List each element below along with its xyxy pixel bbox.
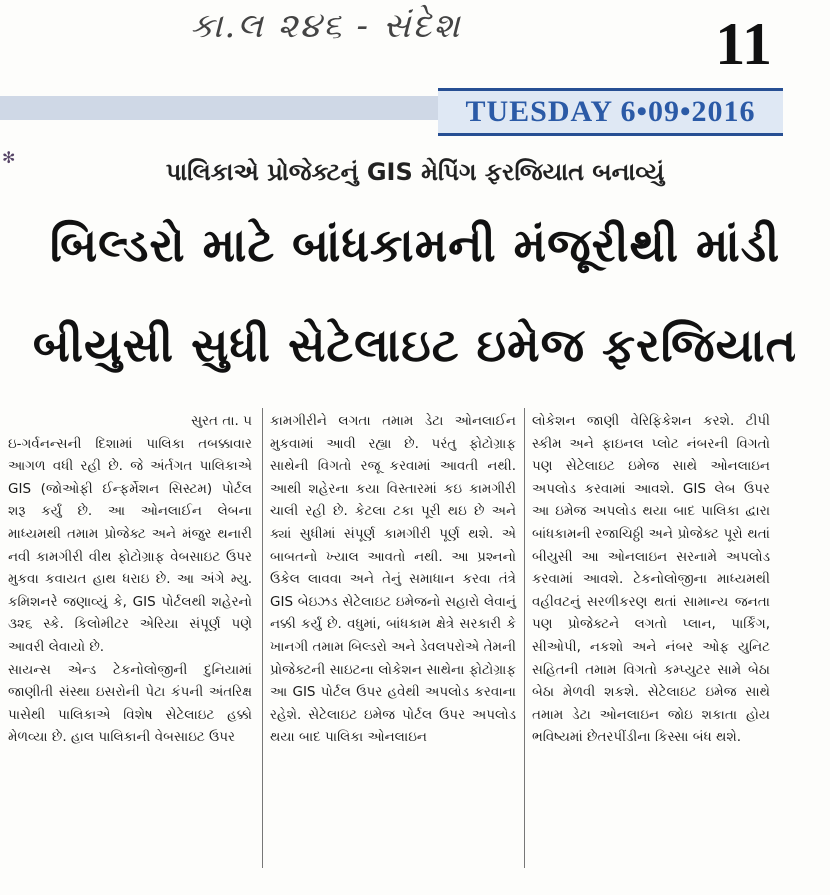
article-column-2 <box>270 410 516 749</box>
article-column-1 <box>8 410 252 749</box>
paragraph: સાયન્સ એન્ડ ટેકનોલોજીની દુનિયામાં જાણીતી સંસ્થા ઇસરોની પેટા કંપની અંતરિક્ષ પાસેથી પાલિકાએ વિશેષ સેટેલાઇટ હક્કો મેળવ્યા છે. હાલ પાલિકાની વેબસાઇટ ઉપર <box>8 661 252 746</box>
dateline: સુરત તા. ૫ <box>191 413 252 429</box>
article-column-3 <box>532 410 770 749</box>
staple-mark-icon: ✻ <box>2 148 16 167</box>
paragraph: કામગીરીને લગતા તમામ ડેટા ઓનલાઈન મુકવામાં આવી રહ્યા છે. પરંતુ ફોટોગ્રાફ સાથેની વિગતો રજૂ કરવામાં આવતી નથી. આથી શહેરના કયા વિસ્તારમાં કઇ કામગીરી ચાલી રહી છે. કેટલા ટકા પૂરી થઇ છે અને ક્યાં સુધીમાં સંપૂર્ણ કામગીરી પૂર્ણ થશે. એ બાબતનો ખ્યાલ આવતો નથી. આ પ્રશ્નનો ઉકેલ લાવવા અને તેનું સમાધાન કરવા તંત્રે GIS બેઇઝડ સેટેલાઇટ ઇમેજનો સહારો લેવાનું નક્કી કર્યું છે. વધુમાં, બાંધકામ ક્ષેત્રે સરકારી કે ખાનગી તમામ બિલ્ડરો અને ડેવલપરોએ તેમની પ્રોજેક્ટની સાઇટના લોકેશન સાથેના ફોટોગ્રાફ આ GIS પોર્ટલ ઉપર હવેથી અપલોડ કરવાના રહેશે. સેટેલાઇટ ઇમેજ પોર્ટલ ઉપર અપલોડ થયા બાદ પાલિકા ઓનલાઇન <box>270 413 516 746</box>
paragraph: ઇ-ગર્વનન્સની દિશામાં પાલિકા તબક્કાવાર આગળ વધી રહી છે. જે અંર્તગત પાલિકાએ GIS (જોઓફી ઈન્ફર્મેશન સિસ્ટમ) પોર્ટલ શરૂ કર્યું છે. આ ઓનલાઈન લેબના માધ્યમથી તમામ પ્રોજેક્ટ અને મંજુર થનારી નવી કામગીરી વીથ ફોટોગ્રાફ વેબસાઇટ ઉપર મુકવા કવાયત હાથ ધરાઇ છે. આ અંગે મ્યુ. કમિશનરે જણાવ્યું કે, GIS પોર્ટલથી શહેરનો ૩૨૬ સ્કે. કિલોમીટર એરિયા સંપૂર્ણ પણે આવરી લેવાયો છે. <box>8 435 252 655</box>
handwritten-note: કા.લ ૨૪૬ - સંદેશ <box>190 6 462 46</box>
header-strip <box>0 96 438 120</box>
headline-line-1: બિલ્ડરો માટે બાંધકામની મંજૂરીથી માંડી <box>49 218 781 272</box>
column-divider <box>262 408 263 868</box>
subheadline: પાલિકાએ પ્રોજેક્ટનું GIS મેપિંગ ફરજિયાત બનાવ્યું <box>165 158 665 186</box>
paragraph: લોકેશન જાણી વેરિફિકેશન કરશે. ટીપી સ્કીમ અને ફાઇનલ પ્લોટ નંબરની વિગતો પણ સેટેલાઇટ ઇમેજ સાથે ઓનલાઇન અપલોડ કરવામાં આવશે. GIS લેબ ઉપર આ ઇમેજ અપલોડ થયા બાદ પાલિકા દ્વારા બાંધકામની રજાચિઠ્ઠી અને પ્રોજેક્ટ પૂરો થતાં બીયુસી આ ઓનલાઇન સરનામે અપલોડ કરવામાં આવશે. ટેકનોલોજીના માધ્યમથી વહીવટનું સરળીકરણ થતાં સામાન્ય જનતા પણ પ્રોજેક્ટને લગતો પ્લાન, પાર્કિંગ, સીઓપી, નકશો અને નંબર ઓફ યુનિટ સહિતની તમામ વિગતો કમ્પ્યુટર સામે બેઠા બેઠા મેળવી શકશે. સેટેલાઇટ ઇમેજ સાથે તમામ ડેટા ઓનલાઇન જોઇ શકાતા હોય ભવિષ્યમાં છેતરપીંડીના કિસ્સા બંધ થશે. <box>532 413 770 746</box>
headline-line-2: બીયુસી સુધી સેટેલાઇટ ઇમેજ ફરજિયાત <box>32 318 798 372</box>
column-divider <box>524 408 525 868</box>
date-banner: TUESDAY 6•09•2016 <box>438 88 783 136</box>
page-number: 11 <box>715 11 772 77</box>
